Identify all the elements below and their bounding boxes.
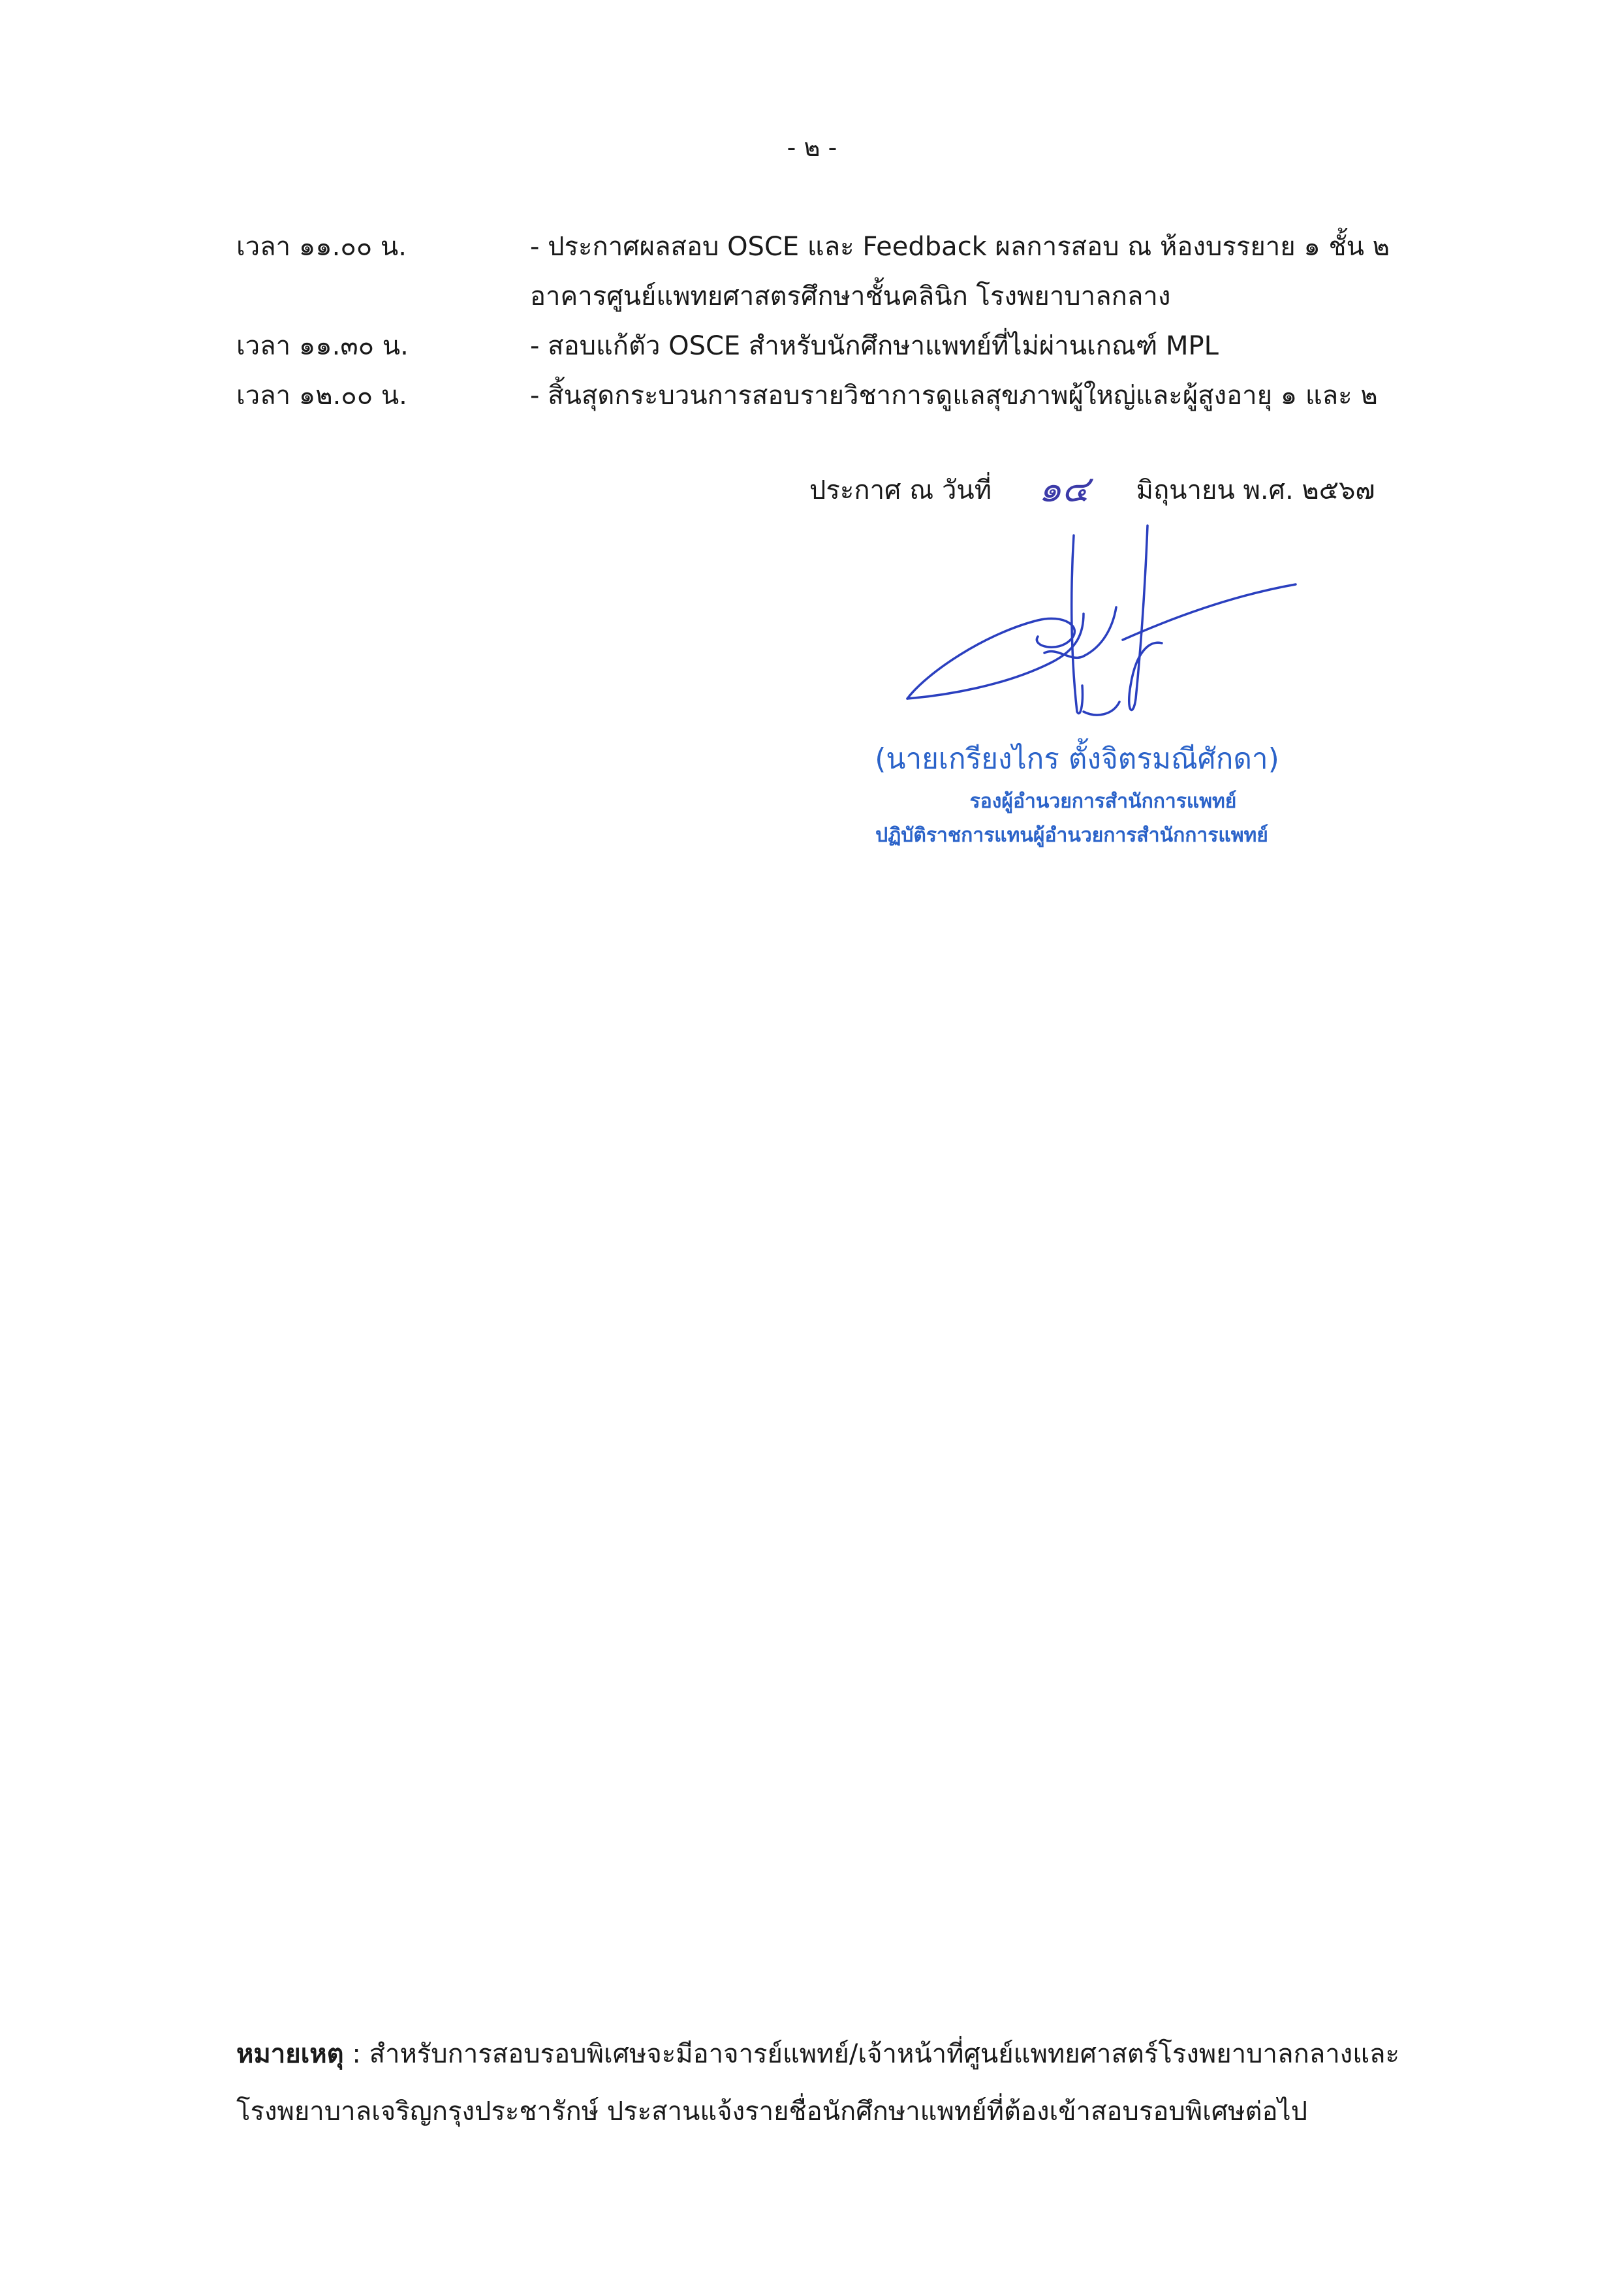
signature-stroke <box>907 618 1074 699</box>
signature-stroke <box>1072 535 1083 714</box>
announcement-date <box>809 465 1375 515</box>
announcement-prefix: ประกาศ ณ วันที่ <box>809 475 992 505</box>
signer-acting-position: ปฏิบัติราชการแทนผู้อำนวยการสำนักการแพทย์ <box>875 824 1268 847</box>
schedule-description <box>530 321 1516 371</box>
schedule-row <box>236 371 1516 420</box>
footnote-separator: : <box>343 2039 369 2069</box>
signature-stroke <box>907 614 1084 699</box>
schedule-time: เวลา ๑๑.๓๐ น. <box>236 331 409 361</box>
page-number: - ๒ - <box>787 133 837 162</box>
signature-stroke <box>1123 584 1296 640</box>
signature-stroke <box>1129 526 1162 710</box>
schedule-time: เวลา ๑๒.๐๐ น. <box>236 381 407 411</box>
schedule-row <box>236 321 1516 371</box>
footnote-line <box>236 2025 1535 2083</box>
footnote <box>236 2025 1535 2140</box>
schedule-row <box>236 222 1516 321</box>
footnote-text: สำหรับการสอบรอบพิเศษจะมีอาจารย์แพทย์/เจ้าหน้าที่ศูนย์แพทยศาสตร์โรงพยาบาลกลางและ <box>369 2039 1399 2069</box>
handwritten-day: ๑๔ <box>1038 468 1089 511</box>
signer-name: (นายเกรียงไกร ตั้งจิตรมณีศักดา) <box>875 742 1279 776</box>
schedule-time: เวลา ๑๑.๐๐ น. <box>236 232 407 262</box>
schedule-line: - สิ้นสุดกระบวนการสอบรายวิชาการดูแลสุขภาพผู้ใหญ่และผู้สูงอายุ ๑ และ ๒ <box>530 381 1378 411</box>
schedule-line: - สอบแก้ตัว OSCE สำหรับนักศึกษาแพทย์ที่ไม่ผ่านเกณฑ์ MPL <box>530 331 1219 361</box>
schedule-line: - ประกาศผลสอบ OSCE และ Feedback ผลการสอบ ณ ห้องบรรยาย ๑ ชั้น ๒ <box>530 232 1390 262</box>
announcement-suffix: มิถุนายน พ.ศ. ๒๕๖๗ <box>1136 475 1375 505</box>
schedule-line: อาคารศูนย์แพทยศาสตรศึกษาชั้นคลินิก โรงพยาบาลกลาง <box>530 281 1171 311</box>
signature-stroke <box>1084 702 1119 715</box>
footnote-line: โรงพยาบาลเจริญกรุงประชารักษ์ ประสานแจ้งรายชื่อนักศึกษาแพทย์ที่ต้องเข้าสอบรอบพิเศษต่อไป <box>236 2097 1308 2127</box>
signer-position: รองผู้อำนวยการสำนักการแพทย์ <box>969 790 1237 813</box>
footnote-label: หมายเหตุ <box>236 2039 344 2069</box>
schedule-description <box>530 371 1516 420</box>
signature-image <box>888 522 1305 744</box>
schedule <box>236 222 1516 420</box>
schedule-description <box>530 222 1516 321</box>
